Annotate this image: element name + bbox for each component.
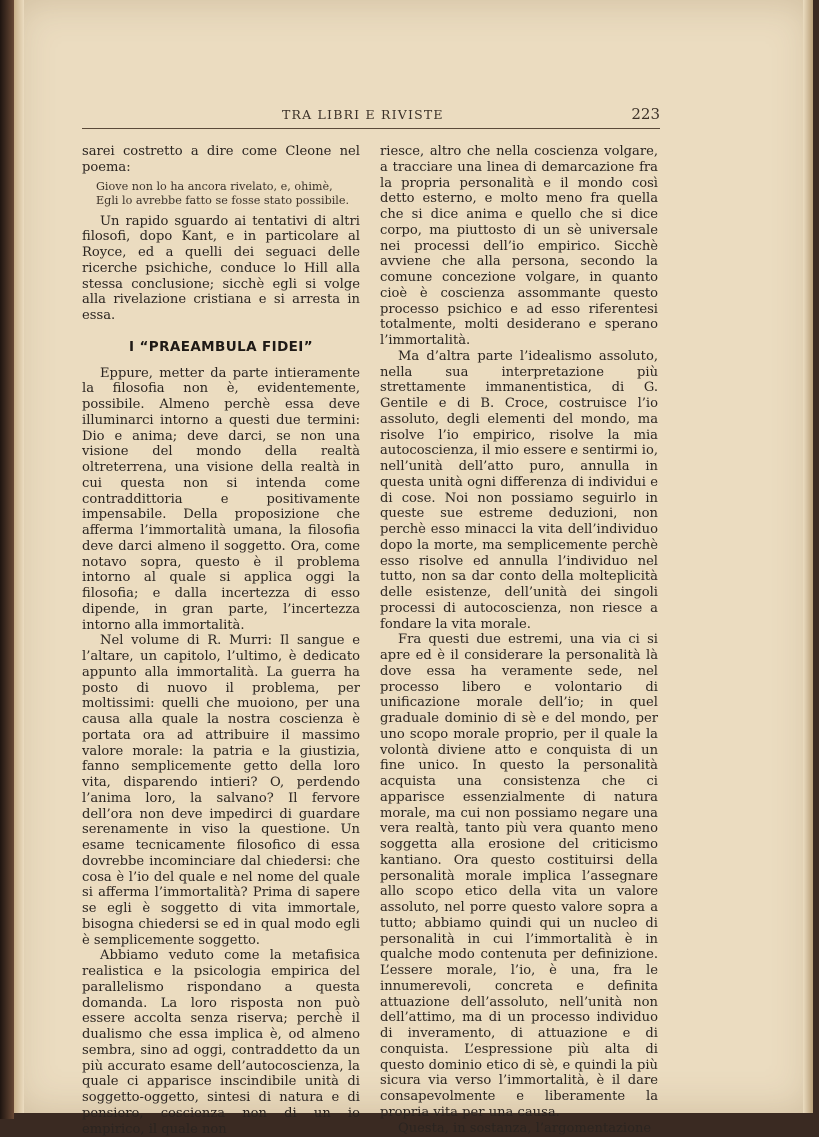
paragraph: Un rapido sguardo ai tentativi di altri filosofi, dopo Kant, e in particolare al Royce, ed a quelli dei seguaci delle ricerche psichiche, conduce lo Hill alla stessa conclusione; sicchè egli si volge alla rivelazione cristiana e si arresta in essa. [82,213,360,323]
paragraph: Questa, in sostanza, l’argomentazione [398,1120,652,1136]
paragraph: Eppure, metter da parte intieramente la filosofia non è, evidentemente, possibile. Almeno perchè essa deve illuminarci intorno a questi due termini: Dio e anima; deve darci, se non una visione del mondo della realtà oltreterrena, una visione della realtà in cui questa non si intenda come contraddittoria e positivamente impensabile. Della proposizione che afferma l’immortalità umana, la filosofia deve darci almeno il soggetto. Ora, come notavo sopra, questo è il problema intorno al quale si applica oggi la filosofia; e dalla incertezza di esso dipende, in gran parte, l’incertezza intorno alla immortalità. [82,365,360,633]
page-number: 223 [631,105,660,123]
verse-quote [96,180,360,208]
paragraph: sarei costretto a dire come Cleone nel poema: [82,144,360,175]
running-title: TRA LIBRI E RIVISTE [282,107,444,122]
paragraph: Ma d’altra parte l’idealismo assoluto, nella sua interpretazione più strettamente immanentistica, di G. Gentile e di B. Croce, costruisce l’io assoluto, degli elementi del mondo, ma risolve l’io empirico, risolve la mia autocoscienza, il mio essere e sentirmi io, nell’unità dell’atto puro, annulla in questa unità ogni differenza di individui e di cose. Noi non possiamo seguirlo in queste sue estreme deduzioni, non perchè esso minacci la vita dell’individuo dopo la morte, ma semplicemente perchè esso risolve ed annulla l’individuo nel tutto, non sa dar conto della molteplicità delle esistenze, dell’unità dei singoli processi di autocoscienza, non riesce a fondare la vita morale. [380,348,658,632]
running-head [82,105,660,127]
header-rule [82,128,660,129]
paragraph: riesce, altro che nella coscienza volgare, a tracciare una linea di demarcazione fra la propria personalità e il mondo così detto esterno, e molto meno fra quella che si dice anima e quello che si dice corpo, ma piuttosto di un sè universale nei processi dell’io empirico. Sicchè avviene che alla persona, secondo la comune concezione volgare, in quanto cioè è coscienza assommante questo processo psichico e ad esso riferentesi totalmente, molti desiderano e sperano l’immortalità. [380,144,658,348]
paragraph: Abbiamo veduto come la metafisica realistica e la psicologia empirica del parallelismo rispondano a questa domanda. La loro risposta non può essere accolta senza riserva; perchè il dualismo che essa implica è, od almeno sembra, sino ad oggi, contraddetto da un più accurato esame dell’autocoscienza, la quale ci apparisce inscindibile unità di soggetto-oggetto, sintesi di natura e di pensiero, coscienza non di un io empirico, il quale non [82,948,360,1137]
verse-line: Egli lo avrebbe fatto se fosse stato possibile. [96,193,350,207]
right-column [380,144,658,1136]
paragraph: Fra questi due estremi, una via ci si apre ed è il considerare la personalità là dove essa ha veramente sede, nel processo libero e volontario di unificazione morale dell’io; in quel graduale dominio di sè e del mondo, per uno scopo morale proprio, per il quale la volontà diviene atto e conquista di un fine unico. In questo la personalità acquista una consistenza che ci apparisce essenzialmente di natura morale, ma cui non possiamo negare una vera realtà, tanto più vera quanto meno soggetta alla erosione del criticismo kantiano. Ora questo costituirsi della personalità morale implica l’assegnare allo scopo etico della vita un valore assoluto, nel porre questo valore sopra a tutto; abbiamo quindi qui un nucleo di personalità in cui l’immortalità è in qualche modo contenuta per definizione. L’essere morale, l’io, è una, fra le innumerevoli, concreta e definita attuazione dell’assoluto, nell’unità non dell’attimo, ma di un processo individuo di inveramento, di attuazione e di conquista. L’espressione più alta di questo dominio etico di sè, e quindi la più sicura via verso l’immortalità, è il dare consapevolmente e liberamente la propria vita per una causa. [380,632,658,1120]
left-column [82,144,360,1137]
verse-line: Giove non lo ha ancora rivelato, e, ohimè, [96,179,333,193]
section-heading: I “PRAEAMBULA FIDEI” [128,338,313,355]
paragraph: Nel volume di R. Murri: Il sangue e l’altare, un capitolo, l’ultimo, è dedicato appunto alla immortalità. La guerra ha posto di nuovo il problema, per moltissimi: quelli che muoiono, per una causa alla quale la nostra coscienza è portata ora ad attribuire il massimo valore morale: la patria e la giustizia, fanno semplicemente getto della loro vita, disparendo intieri? O, perdendo l’anima loro, la salvano? Il fervore dell’ora non deve impedirci di guardare serenamente in viso la questione. Un esame tecnicamente filosofico di essa dovrebbe incominciare dal chiedersi: che cosa è l’io del quale e nel nome del quale si afferma l’immortalità? Prima di sapere se egli è soggetto di vita immortale, bisogna chiedersi se ed in qual modo egli è semplicemente soggetto. [82,633,360,948]
binding-edge [0,0,14,1119]
